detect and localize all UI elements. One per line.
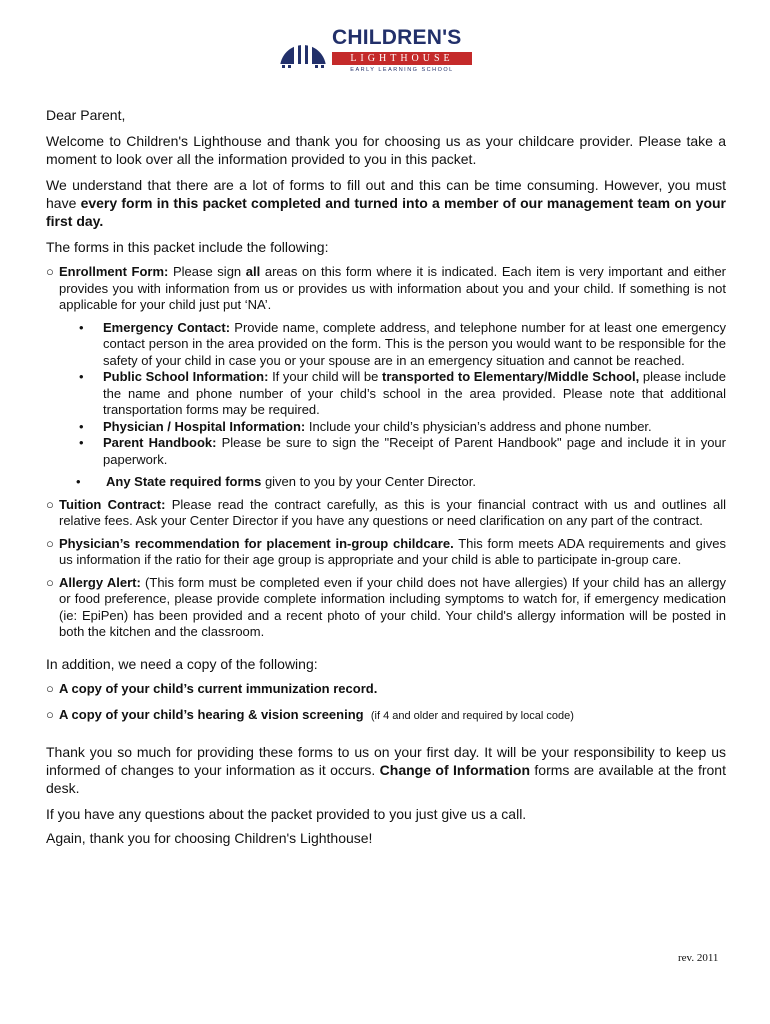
thanks-text-a: Thank you so much for providing these forms to us on your first day. It will be your responsibility to keep us informed of changes to your information as it occurs. xyxy=(46,743,726,778)
tuition-text: Please read the contract carefully, as this is your financial contract with us and outlines all relative fees. Ask your Center Director if you have any questions or need clarification on any part of the contract. xyxy=(59,496,726,528)
logo-subtitle: EARLY LEARNING SCHOOL xyxy=(350,67,454,73)
physician-rec-title: Physician’s recommendation for placement in-group childcare. xyxy=(59,535,454,551)
bullet-icon: • xyxy=(79,435,84,450)
tuition-title: Tuition Contract: xyxy=(59,496,166,512)
circle-bullet-icon: ○ xyxy=(46,707,54,722)
logo-wordmark: CHILDREN'S xyxy=(332,26,462,49)
enrollment-text-a: Please sign xyxy=(168,264,246,279)
tuition-contract-item xyxy=(46,497,726,530)
list-item-emergency-contact xyxy=(79,319,726,370)
hearing-vision-title: A copy of your child’s hearing & vision screening xyxy=(59,707,364,722)
allergy-title: Allergy Alert: xyxy=(59,574,141,590)
physician-rec-text: This form meets ADA requirements and gives us information if the ratio for their age group is appropriate and your child is able to participate in-group care. xyxy=(59,535,726,567)
letter-body xyxy=(46,106,726,847)
immunization-text: A copy of your child’s current immunization record. xyxy=(59,680,378,696)
revision-label: rev. 2011 xyxy=(678,952,719,964)
enrollment-form-item xyxy=(46,264,726,491)
closing-paragraph: Again, thank you for choosing Children's Lighthouse! xyxy=(46,829,373,846)
physician-text: Include your child’s physician’s address and phone number. xyxy=(305,418,652,434)
circle-bullet-icon: ○ xyxy=(46,264,54,279)
greeting: Dear Parent, xyxy=(46,107,126,123)
company-logo xyxy=(276,24,476,80)
lighthouse-emblem-icon xyxy=(276,24,330,78)
list-item-parent-handbook xyxy=(79,435,726,468)
allergy-text: (This form must be completed even if your child does not have allergies) If your child has an allergy or food preference, please provide complete information including symptoms to watch for, if emergency medication (ie: EpiPen) has been provided and a recent photo of your child. Your child's allergy information will be posted in both the kitchen and the classroom. xyxy=(59,574,726,639)
handbook-title: Parent Handbook: xyxy=(103,435,217,450)
enrollment-title: Enrollment Form: xyxy=(59,264,169,279)
bullet-icon: • xyxy=(79,369,84,384)
school-text-b: please include the name and phone number of your child’s school in the area provided. Please note that additional transportation forms may be required. xyxy=(103,369,726,417)
enrollment-bold-all: all xyxy=(245,264,261,279)
handbook-text: Please be sure to sign the "Receipt of Parent Handbook" page and include it in your paperwork. xyxy=(103,435,726,467)
enrollment-sub-list xyxy=(76,319,726,491)
physician-recommendation-item xyxy=(46,536,726,569)
questions-paragraph: If you have any questions about the packet provided to you just give us a call. xyxy=(46,805,527,822)
circle-bullet-icon: ○ xyxy=(46,574,54,590)
thanks-paragraph xyxy=(46,743,726,797)
circle-bullet-icon: ○ xyxy=(46,496,54,512)
state-text: given to you by your Center Director. xyxy=(261,474,476,489)
forms-intro: The forms in this packet include the following: xyxy=(46,239,329,255)
requirement-bold: every form in this packet completed and turned into a member of our management team on your first day. xyxy=(46,195,726,229)
school-title: Public School Information: xyxy=(103,369,269,384)
hearing-vision-copy-item xyxy=(46,707,726,725)
list-item-state-forms xyxy=(76,474,726,491)
list-item-public-school xyxy=(79,369,726,419)
bullet-icon: • xyxy=(79,319,84,335)
addition-intro: In addition, we need a copy of the following: xyxy=(46,655,318,672)
circle-bullet-icon: ○ xyxy=(46,535,54,551)
immunization-copy-item xyxy=(46,681,726,698)
school-bold: transported to Elementary/Middle School, xyxy=(382,369,640,384)
thanks-text-b: forms are available at the front desk. xyxy=(46,761,726,796)
logo-band xyxy=(332,52,472,65)
allergy-alert-item xyxy=(46,575,726,641)
bullet-icon: • xyxy=(79,418,84,434)
logo-band-text: LIGHTHOUSE xyxy=(350,53,454,64)
circle-bullet-icon: ○ xyxy=(46,680,54,696)
emergency-title: Emergency Contact: xyxy=(103,319,231,335)
requirement-text: We understand that there are a lot of forms to fill out and this can be time consuming. However, you must have xyxy=(46,177,726,211)
thanks-bold: Change of Information xyxy=(379,761,530,778)
enrollment-text-b: areas on this form where it is indicated. Each item is very important and either provides you with information from us or provides us with information about you and your child. If something is not applicable for your child just put ‘NA’. xyxy=(59,264,727,312)
hearing-vision-note: (if 4 and older and required by local code) xyxy=(370,710,574,722)
school-text-a: If your child will be xyxy=(268,369,382,384)
forms-requirement-paragraph xyxy=(46,176,726,230)
bullet-icon: • xyxy=(76,474,81,489)
emergency-text: Provide name, complete address, and telephone number for at least one emergency contact person in the area provided on the form. This is the person you would want to be responsible for the safety of your child in case you or your spouse are in an emergency situation and cannot be reached. xyxy=(103,319,726,368)
state-title: Any State required forms xyxy=(106,474,262,489)
physician-title: Physician / Hospital Information: xyxy=(103,418,306,434)
list-item-physician-hospital xyxy=(79,418,726,436)
intro-paragraph: Welcome to Children's Lighthouse and thank you for choosing us as your childcare provider. Please take a moment to look over all the information provided to you in this packet. xyxy=(46,133,726,167)
